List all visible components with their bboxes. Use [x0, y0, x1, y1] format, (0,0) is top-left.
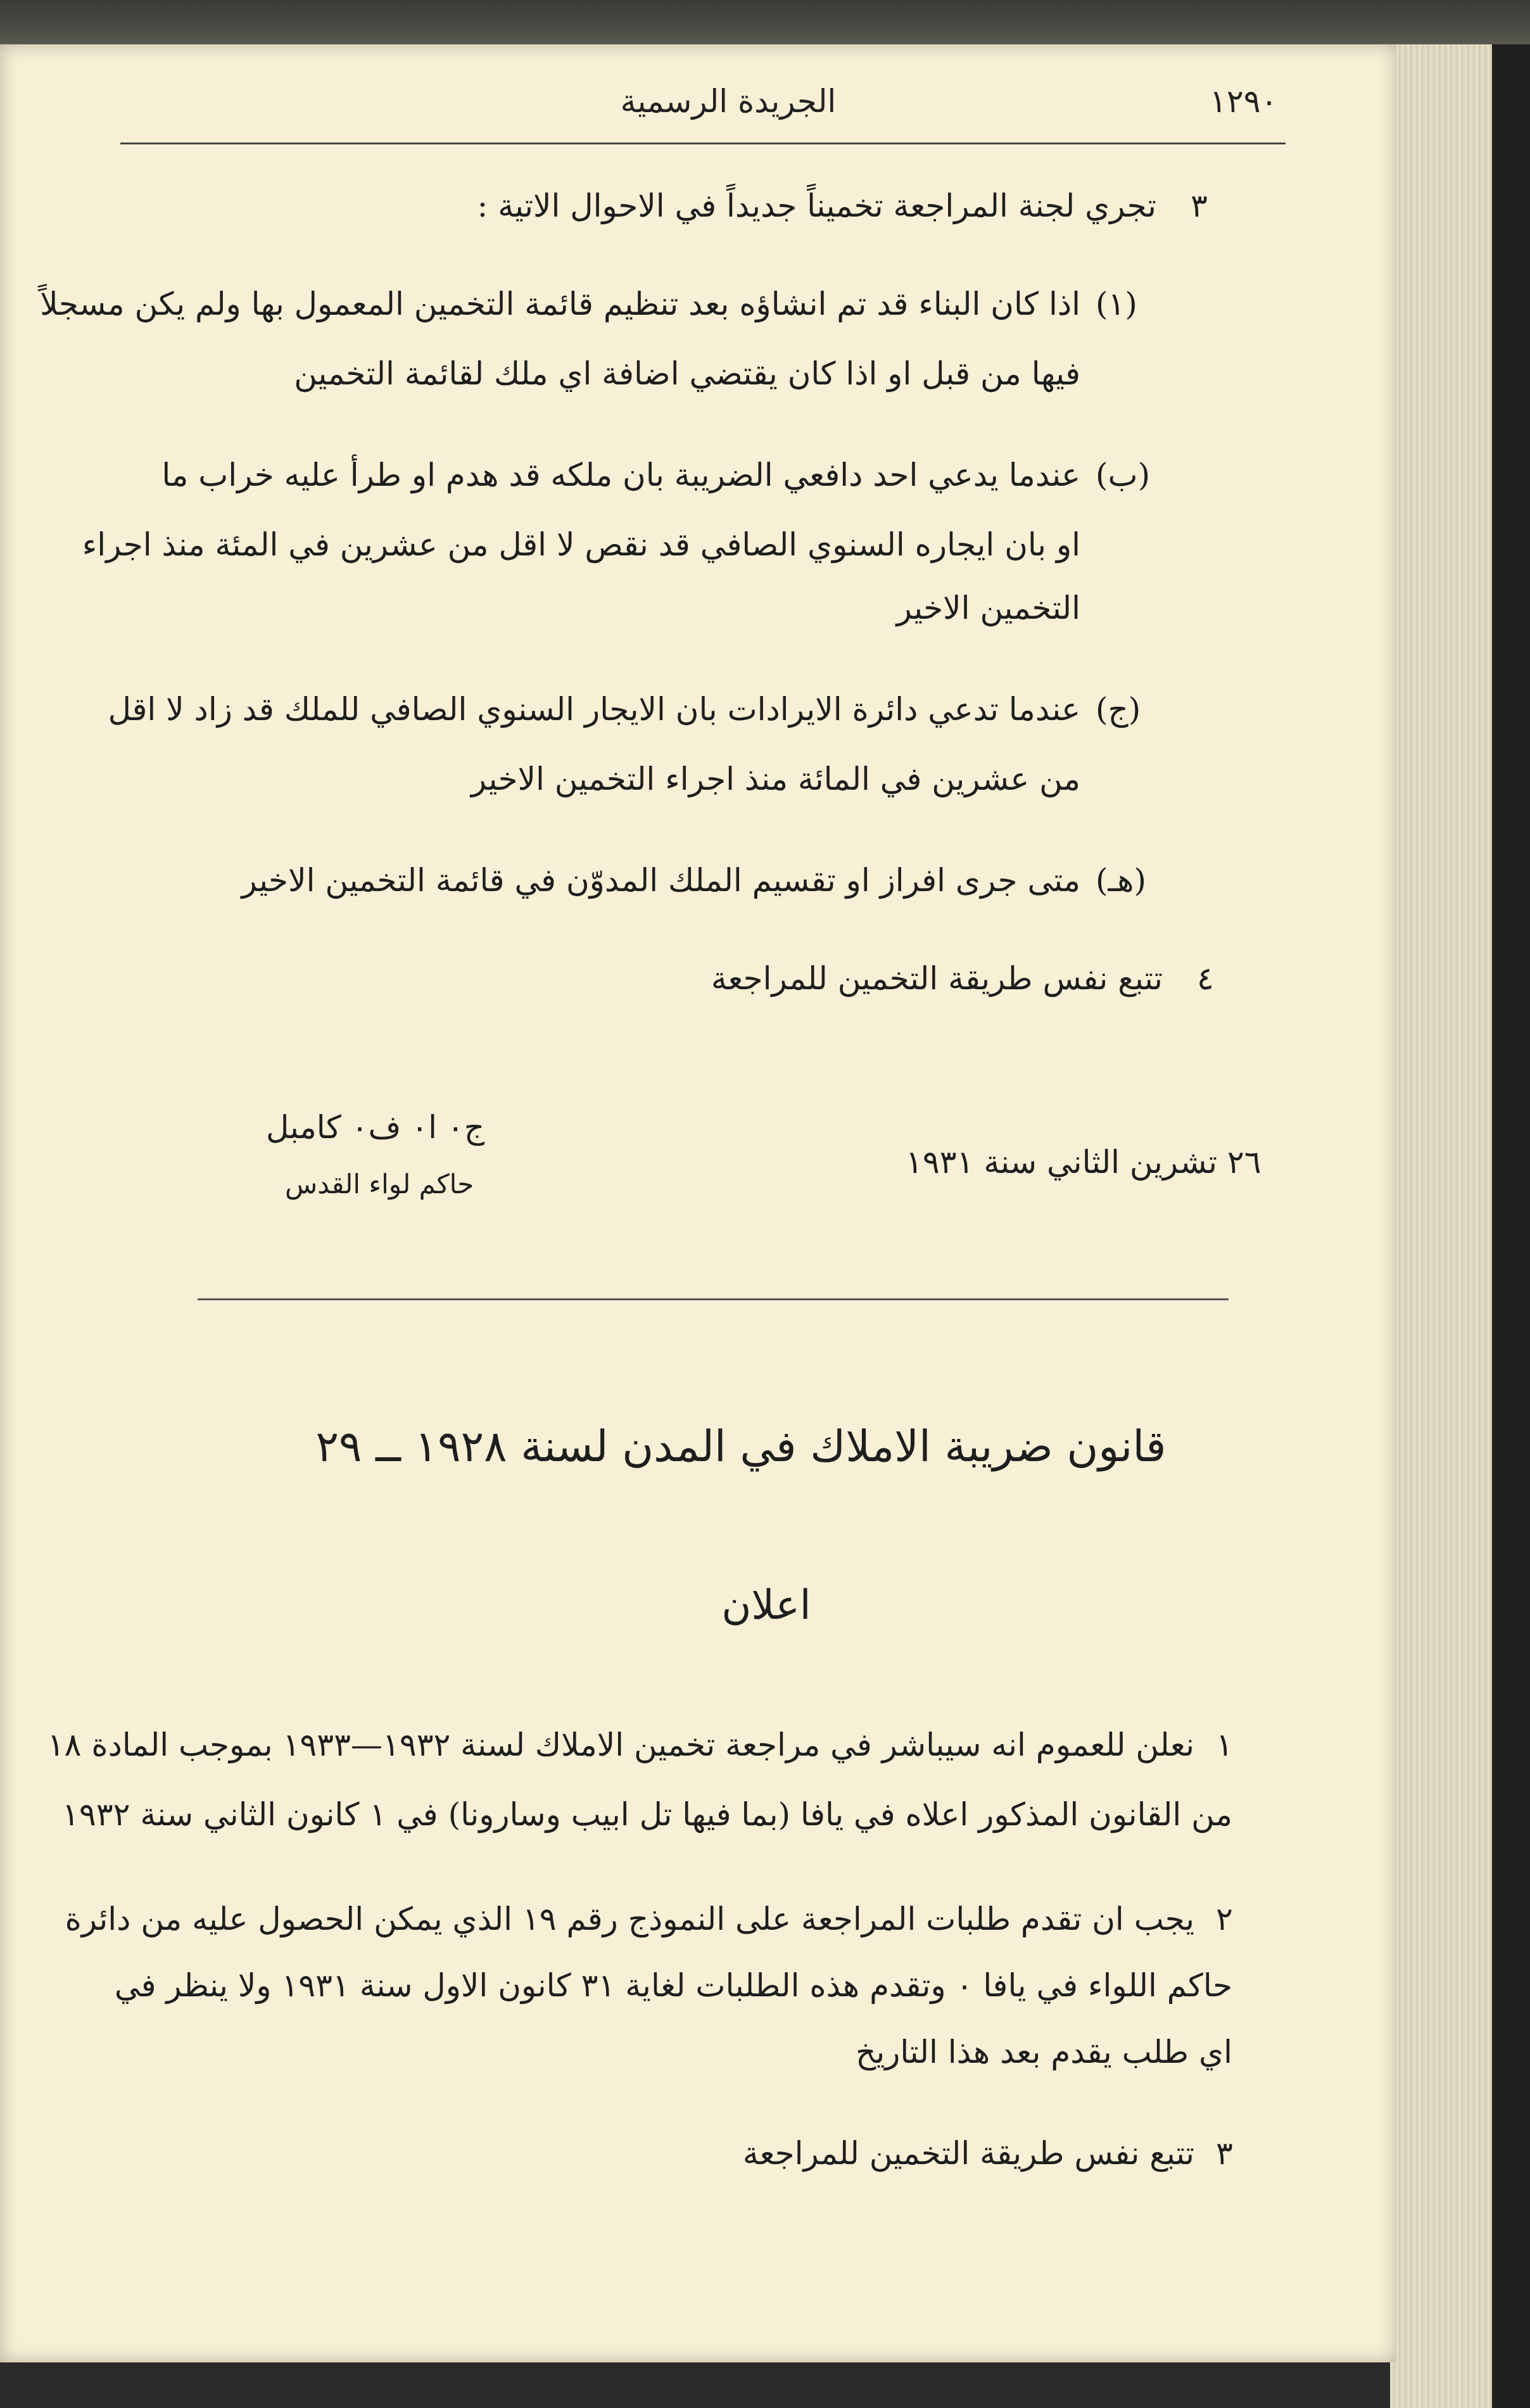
sub-a-line-1: اذا كان البناء قد تم انشاؤه بعد تنظيم قائمة التخمين المعمول بها ولم يكن مسجلاً	[40, 286, 1080, 322]
sub-c-line-1: عندما تدعي دائرة الايرادات بان الايجار السنوي الصافي للملك قد زاد لا اقل	[108, 691, 1080, 728]
s2-item-1-number: ١	[1216, 1727, 1233, 1763]
sub-a-label: (١)	[1096, 286, 1137, 322]
page-number: ١٢٩٠	[1210, 83, 1278, 120]
notice-date: ٢٦ تشرين الثاني سنة ١٩٣١	[906, 1144, 1261, 1181]
item-3-number: ٣	[1191, 187, 1208, 224]
book-fore-edge	[1390, 44, 1530, 2408]
sub-a-line-2: فيها من قبل او اذا كان يقتضي اضافة اي ملك لقائمة التخمين	[294, 355, 1080, 392]
s2-item-1-line-1: نعلن للعموم انه سيباشر في مراجعة تخمين الاملاك لسنة ١٩٣٢—١٩٣٣ بموجب المادة ١٨	[47, 1727, 1194, 1763]
sub-d-label: (هـ)	[1096, 862, 1147, 899]
s2-item-3-number: ٣	[1216, 2135, 1233, 2172]
sub-c-line-2: من عشرين في المائة منذ اجراء التخمين الاخير	[471, 761, 1080, 797]
item-3-text: تجري لجنة المراجعة تخميناً جديداً في الاحوال الاتية :	[477, 187, 1156, 224]
item-4-number: ٤	[1197, 960, 1214, 997]
signature-name: ج٠ ا٠ ف٠ كامبل	[266, 1109, 485, 1146]
s2-item-2-number: ٢	[1216, 1901, 1233, 1937]
announcement-heading: اعلان	[721, 1582, 811, 1629]
s2-item-2-line-2: حاكم اللواء في يافا ٠ وتقدم هذه الطلبات لغاية ٣١ كانون الاول سنة ١٩٣١ ولا ينظر في	[114, 1967, 1232, 2004]
s2-item-1-line-2: من القانون المذكور اعلاه في يافا (بما فيها تل ابيب وسارونا) في ١ كانون الثاني سنة ١٩٣٢	[62, 1796, 1232, 1833]
law-title: قانون ضريبة الاملاك في المدن لسنة ١٩٢٨ ــ ٢٩	[315, 1422, 1166, 1472]
s2-item-3-text: تتبع نفس طريقة التخمين للمراجعة	[742, 2135, 1194, 2172]
header-rule	[120, 143, 1286, 144]
s2-item-2-line-3: اي طلب يقدم بعد هذا التاريخ	[856, 2034, 1232, 2070]
sub-b-label: (ب)	[1096, 457, 1151, 493]
sub-b-line-2: او بان ايجاره السنوي الصافي قد نقص لا اقل من عشرين في المئة منذ اجراء	[82, 526, 1080, 563]
sub-b-line-1: عندما يدعي احد دافعي الضريبة بان ملكه قد هدم او طرأ عليه خراب ما	[161, 457, 1080, 493]
s2-item-2-line-1: يجب ان تقدم طلبات المراجعة على النموذج رقم ١٩ الذي يمكن الحصول عليه من دائرة	[65, 1901, 1194, 1937]
sub-c-label: (ج)	[1096, 691, 1141, 728]
book-cover-shadow	[1492, 44, 1530, 2408]
signature-title: حاكم لواء القدس	[285, 1169, 474, 1200]
page-header-title: الجريدة الرسمية	[620, 83, 837, 120]
section-divider	[198, 1298, 1229, 1300]
sub-b-line-3: التخمين الاخير	[896, 590, 1080, 626]
item-4-text: تتبع نفس طريقة التخمين للمراجعة	[711, 960, 1163, 997]
sub-d-line-1: متى جرى افراز او تقسيم الملك المدوّن في قائمة التخمين الاخير	[241, 862, 1080, 899]
book-top-edge	[0, 0, 1530, 44]
